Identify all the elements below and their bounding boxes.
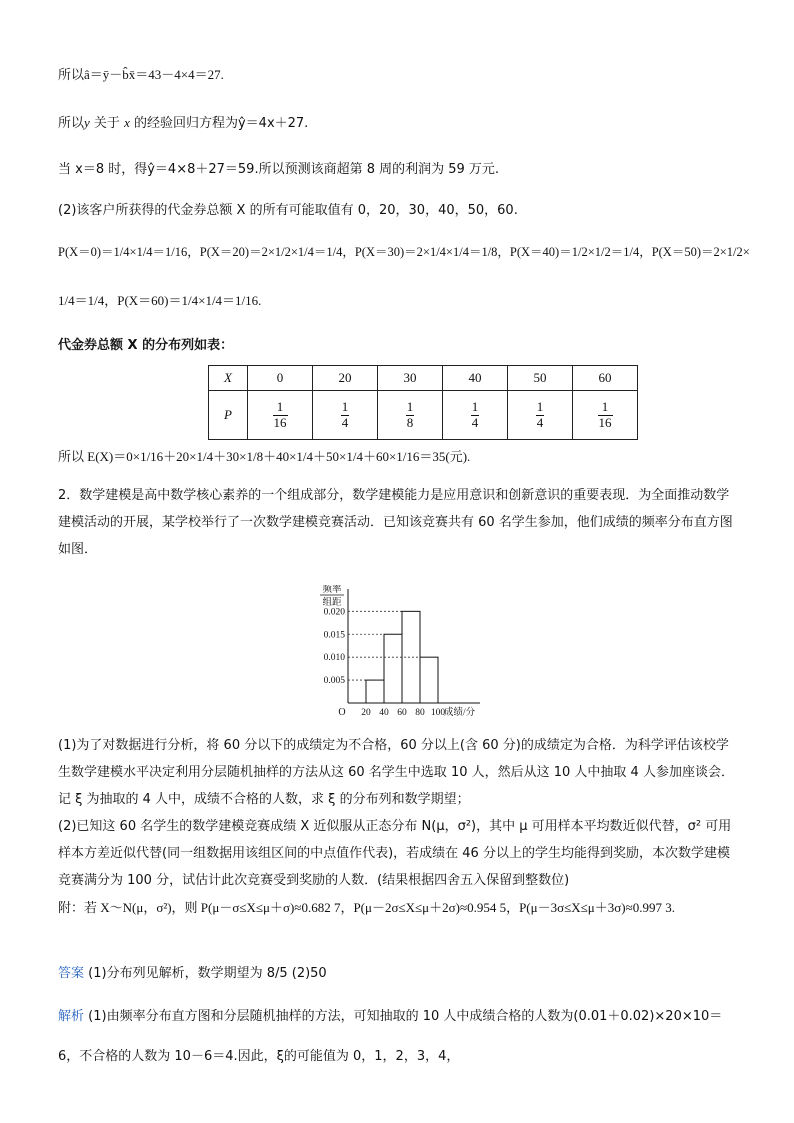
y-tick-label: 0.005 — [323, 676, 345, 687]
part2-line: (2)该客户所获得的代金券总额 X 的所有可能取值有 0，20，30，40，50，60. — [58, 203, 518, 218]
p-den: 8 — [406, 414, 414, 430]
analysis-label: 解析 — [58, 1009, 85, 1024]
p-num: 1 — [406, 399, 414, 415]
probs-line-1: P(X＝0)＝1/4×1/4＝1/16，P(X＝20)＝2×1/2×1/4＝1/4，P(X＝30)＝2×1/4×1/4＝1/8，P(X＝40)＝1/2×1/2＝1/4，P(X＝50)＝2×1/2× — [58, 245, 750, 259]
answer-label: 答案 — [58, 966, 85, 981]
table-row-p — [209, 391, 638, 440]
x-value-cell: 30 — [378, 366, 443, 391]
p-den: 4 — [471, 414, 479, 430]
expectation-line: 所以 E(X)＝0×1/16＋20×1/4＋30×1/8＋40×1/4＋50×1/4＋60×1/16＝35(元). — [58, 449, 471, 464]
x-tick-label: 40 — [379, 708, 389, 718]
table-header-p: P — [209, 391, 248, 440]
regression-suffix: 的经验回归方程为ŷ＝4x＋27. — [129, 116, 309, 131]
p-num: 1 — [598, 400, 613, 415]
answer-line — [58, 962, 327, 981]
y-tick-label: 0.010 — [323, 653, 345, 664]
x-value-cell: 0 — [248, 366, 313, 391]
question-2-sub-2: (2)已知这 60 名学生的数学建模竞赛成绩 X 近似服从正态分布 N(μ，σ²)，其中 μ 可用样本平均数近似代替，σ² 可用样本方差近似代替(同一组数据用该组区间的中点值作代表)，若成绩在 46 分以上的学生均能得到奖励，本次数学建模竞赛满分为 100 分，试估计此次竞赛受到奖励的人数．(结果根据四舍五入保留到整数位) — [58, 819, 732, 888]
p-den: 16 — [598, 414, 612, 430]
p-num: 1 — [273, 400, 288, 415]
histogram-bar — [420, 657, 438, 703]
p-value-cell — [508, 391, 573, 440]
p-num: 1 — [471, 399, 479, 415]
regression-mid: 关于 — [89, 116, 125, 131]
y-axis-label-top: 频率 — [322, 585, 342, 595]
table-row-x — [209, 366, 638, 391]
x-value-cell: 40 — [443, 366, 508, 391]
p-value-cell — [313, 391, 378, 440]
table-intro: 代金券总额 X 的分布列如表： — [58, 338, 234, 353]
question-2-paragraph: 2．数学建模是高中数学核心素养的一个组成部分，数学建模能力是应用意识和创新意识的重要表现．为全面推动数学建模活动的开展，某学校举行了一次数学建模竞赛活动．已知该竞赛共有 60 名学生参加，他们成绩的频率分布直方图如图． — [58, 488, 733, 557]
x-value-cell: 50 — [508, 366, 573, 391]
p-value-cell — [378, 391, 443, 440]
probs-line-2: 1/4＝1/4，P(X＝60)＝1/4×1/4＝1/16. — [58, 293, 262, 308]
y-tick-label: 0.020 — [323, 607, 345, 618]
answer-text: (1)分布列见解析，数学期望为 8/5 (2)50 — [84, 966, 327, 981]
regression-y: y — [84, 115, 90, 130]
regression-prefix: 所以 — [58, 116, 85, 131]
x-tick-label: 100 — [430, 708, 446, 718]
appendix-note: 附：若 X～N(μ，σ²)，则 P(μ－σ≤X≤μ＋σ)≈0.682 7，P(μ－2σ≤X≤μ＋2σ)≈0.954 5，P(μ－3σ≤X≤μ＋3σ)≈0.997 3. — [58, 900, 675, 915]
analysis-paragraph — [58, 997, 738, 1077]
distribution-table — [208, 365, 638, 440]
p-value-cell — [248, 391, 313, 440]
p-den: 4 — [341, 414, 349, 430]
x-value-cell: 60 — [573, 366, 638, 391]
regression-x: x — [124, 115, 130, 130]
frequency-histogram — [300, 585, 490, 725]
histogram-bar — [366, 680, 384, 703]
p-num: 1 — [536, 399, 544, 415]
p-den: 4 — [536, 414, 544, 430]
x-tick-label: 80 — [415, 708, 425, 718]
x-tick-label: 20 — [361, 708, 371, 718]
table-header-x: X — [209, 366, 248, 391]
histogram-bar — [384, 634, 402, 703]
p-value-cell — [573, 391, 638, 440]
x-axis-label: 成绩/分 — [444, 708, 476, 718]
a-hat-line: 所以â＝ȳ－b̂x̄＝43－4×4＝27. — [58, 67, 224, 82]
question-2-sub-1: (1)为了对数据进行分析，将 60 分以下的成绩定为不合格，60 分以上(含 60 分)的成绩定为合格．为科学评估该校学生数学建模水平决定利用分层随机抽样的方法从这 60 名学生中选取 10 人，然后从这 10 人中抽取 4 人参加座谈会．记 ξ 为抽取的 4 人中，成绩不合格的人数，求 ξ 的分布列和数学期望； — [58, 738, 734, 807]
predict-line: 当 x＝8 时，得ŷ＝4×8＋27＝59.所以预测该商超第 8 周的利润为 59 万元. — [58, 162, 500, 177]
x-tick-label: 60 — [397, 708, 407, 718]
y-axis-label-bottom: 组距 — [322, 598, 342, 608]
p-den: 16 — [273, 414, 287, 430]
x-value-cell: 20 — [313, 366, 378, 391]
regression-line — [58, 112, 308, 131]
p-value-cell — [443, 391, 508, 440]
y-tick-label: 0.015 — [323, 630, 345, 641]
origin-label: O — [338, 707, 346, 718]
p-num: 1 — [341, 399, 349, 415]
analysis-text: (1)由频率分布直方图和分层随机抽样的方法，可知抽取的 10 人中成绩合格的人数为(0.01＋0.02)×20×10＝6，不合格的人数为 10－6＝4.因此，ξ的可能值为 0，1，2，3，4， — [58, 1009, 723, 1064]
